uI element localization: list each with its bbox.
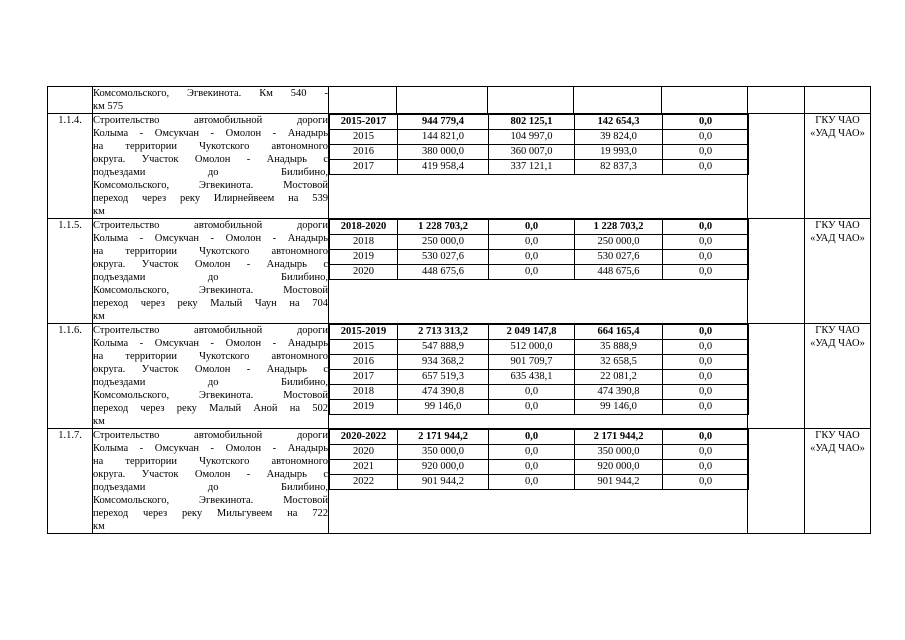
source-3-value: 39 824,0: [575, 130, 663, 145]
period-value: 2015-2019: [330, 325, 398, 340]
year-row: [330, 445, 749, 460]
source-2-value: 2 049 147,8: [489, 325, 575, 340]
description-line: на территории Чукотского автономного: [93, 246, 328, 257]
source-2-value: 0,0: [489, 385, 575, 400]
description-line: Строительство автомобильной дороги: [93, 430, 328, 441]
description-line: на территории Чукотского автономного: [93, 141, 328, 152]
source-3-value: 474 390,8: [575, 385, 663, 400]
source-4-cell: [662, 87, 748, 114]
total-value: 419 958,4: [398, 160, 489, 175]
source-3-value: 448 675,6: [575, 265, 663, 280]
year-row: [330, 265, 749, 280]
item-description: [93, 219, 329, 324]
source-4-value: 0,0: [663, 475, 749, 490]
source-4-value: 0,0: [663, 400, 749, 415]
source-2-value: 0,0: [489, 475, 575, 490]
description-line: на территории Чукотского автономного: [93, 456, 328, 467]
period-value: 2016: [330, 145, 398, 160]
description-line: переход через реку Мильгувеем на 722: [93, 508, 328, 519]
total-value: 530 027,6: [398, 250, 489, 265]
description-line: км: [93, 206, 105, 217]
source-2-value: 0,0: [489, 460, 575, 475]
source-3-value: 22 081,2: [575, 370, 663, 385]
period-value: 2018: [330, 385, 398, 400]
table-row: [48, 87, 871, 114]
year-row: [330, 355, 749, 370]
source-2-cell: [488, 87, 574, 114]
source-2-value: 0,0: [489, 400, 575, 415]
description-line: округа. Участок Омолон - Анадырь с: [93, 154, 328, 165]
description-line: Колыма - Омсукчан - Омолон - Анадырь: [93, 338, 328, 349]
values-cell: [329, 324, 748, 429]
period-total-row: [330, 325, 749, 340]
item-number: 1.1.6.: [48, 324, 93, 429]
source-4-value: 0,0: [663, 220, 749, 235]
description-line: подъездами до Билибино,: [93, 167, 328, 178]
source-3-value: 530 027,6: [575, 250, 663, 265]
source-4-value: 0,0: [663, 265, 749, 280]
source-3-value: 350 000,0: [575, 445, 663, 460]
empty-cell: [748, 114, 805, 219]
source-3-value: 32 658,5: [575, 355, 663, 370]
source-4-value: 0,0: [663, 430, 749, 445]
description-line: Комсомольского, Эгвекинота. Км 540 -: [93, 88, 328, 99]
item-description: [93, 324, 329, 429]
total-value: 448 675,6: [398, 265, 489, 280]
total-value: 547 888,9: [398, 340, 489, 355]
source-4-value: 0,0: [663, 160, 749, 175]
item-description-cell: [93, 87, 329, 114]
period-value: 2020: [330, 265, 398, 280]
table-row: [48, 324, 871, 429]
source-4-value: 0,0: [663, 325, 749, 340]
description-line: Комсомольского, Эгвекинота. Мостовой: [93, 390, 328, 401]
description-line: Комсомольского, Эгвекинота. Мостовой: [93, 285, 328, 296]
source-2-value: 0,0: [489, 235, 575, 250]
year-row: [330, 160, 749, 175]
source-4-value: 0,0: [663, 460, 749, 475]
source-4-value: 0,0: [663, 370, 749, 385]
total-value: 350 000,0: [398, 445, 489, 460]
item-number: 1.1.5.: [48, 219, 93, 324]
period-value: 2020-2022: [330, 430, 398, 445]
values-cell: [329, 429, 748, 534]
values-cell: [329, 114, 748, 219]
description-line: округа. Участок Омолон - Анадырь с: [93, 469, 328, 480]
source-2-value: 104 997,0: [489, 130, 575, 145]
source-2-value: 0,0: [489, 220, 575, 235]
empty-cell: [748, 219, 805, 324]
source-4-value: 0,0: [663, 235, 749, 250]
description-line: округа. Участок Омолон - Анадырь с: [93, 259, 328, 270]
values-subtable: [329, 324, 749, 415]
item-description: [93, 114, 329, 219]
source-2-value: 0,0: [489, 265, 575, 280]
description-line: км 575: [93, 101, 124, 112]
description-line: Строительство автомобильной дороги: [93, 220, 328, 231]
description-line: км: [93, 521, 105, 532]
period-value: 2021: [330, 460, 398, 475]
source-3-value: 2 171 944,2: [575, 430, 663, 445]
source-4-value: 0,0: [663, 385, 749, 400]
description-line: Колыма - Омсукчан - Омолон - Анадырь: [93, 128, 328, 139]
total-value: 99 146,0: [398, 400, 489, 415]
total-value: 2 171 944,2: [398, 430, 489, 445]
year-row: [330, 475, 749, 490]
empty-cell: [748, 429, 805, 534]
empty-cell: [748, 87, 805, 114]
table-row: [48, 219, 871, 324]
source-3-value: 250 000,0: [575, 235, 663, 250]
period-value: 2016: [330, 355, 398, 370]
period-value: 2018-2020: [330, 220, 398, 235]
source-4-value: 0,0: [663, 445, 749, 460]
period-total-row: [330, 220, 749, 235]
total-cell: [397, 87, 488, 114]
description-line: на территории Чукотского автономного: [93, 351, 328, 362]
year-row: [330, 145, 749, 160]
description-line: Комсомольского, Эгвекинота. Мостовой: [93, 495, 328, 506]
description-line: км: [93, 311, 105, 322]
description-line: Комсомольского, Эгвекинота. Мостовой: [93, 180, 328, 191]
organization-name: ГКУ ЧАО «УАД ЧАО»: [805, 219, 871, 324]
period-value: 2018: [330, 235, 398, 250]
source-3-value: 82 837,3: [575, 160, 663, 175]
description-line: переход через реку Малый Чаун на 704: [93, 298, 328, 309]
source-4-value: 0,0: [663, 130, 749, 145]
source-2-value: 0,0: [489, 445, 575, 460]
total-value: 657 519,3: [398, 370, 489, 385]
description-line: км: [93, 416, 105, 427]
source-2-value: 802 125,1: [489, 115, 575, 130]
table-row: [48, 429, 871, 534]
item-description: [93, 429, 329, 534]
item-number-cell: [48, 87, 93, 114]
year-row: [330, 370, 749, 385]
period-value: 2017: [330, 160, 398, 175]
total-value: 944 779,4: [398, 115, 489, 130]
period-cell: [329, 87, 397, 114]
period-value: 2015: [330, 340, 398, 355]
description-line: Колыма - Омсукчан - Омолон - Анадырь: [93, 443, 328, 454]
description-line: переход через реку Илирнейвеем на 539: [93, 193, 328, 204]
year-row: [330, 130, 749, 145]
year-row: [330, 235, 749, 250]
total-value: 380 000,0: [398, 145, 489, 160]
period-value: 2022: [330, 475, 398, 490]
year-row: [330, 340, 749, 355]
source-3-value: 19 993,0: [575, 145, 663, 160]
source-2-value: 901 709,7: [489, 355, 575, 370]
source-3-value: 1 228 703,2: [575, 220, 663, 235]
total-value: 920 000,0: [398, 460, 489, 475]
period-value: 2015: [330, 130, 398, 145]
year-row: [330, 460, 749, 475]
year-row: [330, 385, 749, 400]
period-value: 2019: [330, 250, 398, 265]
organization-name: ГКУ ЧАО «УАД ЧАО»: [805, 429, 871, 534]
period-total-row: [330, 115, 749, 130]
total-value: 934 368,2: [398, 355, 489, 370]
item-number: 1.1.4.: [48, 114, 93, 219]
description-line: подъездами до Билибино,: [93, 377, 328, 388]
source-3-value: 142 654,3: [575, 115, 663, 130]
source-3-value: 35 888,9: [575, 340, 663, 355]
source-3-value: 99 146,0: [575, 400, 663, 415]
description-line: Строительство автомобильной дороги: [93, 325, 328, 336]
total-value: 1 228 703,2: [398, 220, 489, 235]
description-line: Колыма - Омсукчан - Омолон - Анадырь: [93, 233, 328, 244]
budget-table: [47, 86, 871, 534]
description-line: подъездами до Билибино,: [93, 482, 328, 493]
source-2-value: 337 121,1: [489, 160, 575, 175]
source-2-value: 360 007,0: [489, 145, 575, 160]
item-number: 1.1.7.: [48, 429, 93, 534]
year-row: [330, 250, 749, 265]
values-cell: [329, 219, 748, 324]
period-value: 2017: [330, 370, 398, 385]
source-4-value: 0,0: [663, 115, 749, 130]
year-row: [330, 400, 749, 415]
description-line: Строительство автомобильной дороги: [93, 115, 328, 126]
source-4-value: 0,0: [663, 355, 749, 370]
description-line: округа. Участок Омолон - Анадырь с: [93, 364, 328, 375]
source-2-value: 0,0: [489, 430, 575, 445]
description-line: переход через реку Малый Аной на 502: [93, 403, 328, 414]
total-value: 901 944,2: [398, 475, 489, 490]
total-value: 474 390,8: [398, 385, 489, 400]
description-line: подъездами до Билибино,: [93, 272, 328, 283]
source-2-value: 512 000,0: [489, 340, 575, 355]
values-subtable: [329, 114, 749, 175]
period-value: 2019: [330, 400, 398, 415]
total-value: 144 821,0: [398, 130, 489, 145]
source-2-value: 0,0: [489, 250, 575, 265]
total-value: 2 713 313,2: [398, 325, 489, 340]
period-total-row: [330, 430, 749, 445]
organization-name: ГКУ ЧАО «УАД ЧАО»: [805, 324, 871, 429]
organization-cell: [805, 87, 871, 114]
period-value: 2015-2017: [330, 115, 398, 130]
table-row: [48, 114, 871, 219]
organization-name: ГКУ ЧАО «УАД ЧАО»: [805, 114, 871, 219]
empty-cell: [748, 324, 805, 429]
values-subtable: [329, 219, 749, 280]
source-4-value: 0,0: [663, 340, 749, 355]
source-3-value: 920 000,0: [575, 460, 663, 475]
values-subtable: [329, 429, 749, 490]
source-3-value: 901 944,2: [575, 475, 663, 490]
source-3-value: 664 165,4: [575, 325, 663, 340]
source-3-cell: [574, 87, 662, 114]
source-4-value: 0,0: [663, 250, 749, 265]
source-4-value: 0,0: [663, 145, 749, 160]
source-2-value: 635 438,1: [489, 370, 575, 385]
period-value: 2020: [330, 445, 398, 460]
total-value: 250 000,0: [398, 235, 489, 250]
